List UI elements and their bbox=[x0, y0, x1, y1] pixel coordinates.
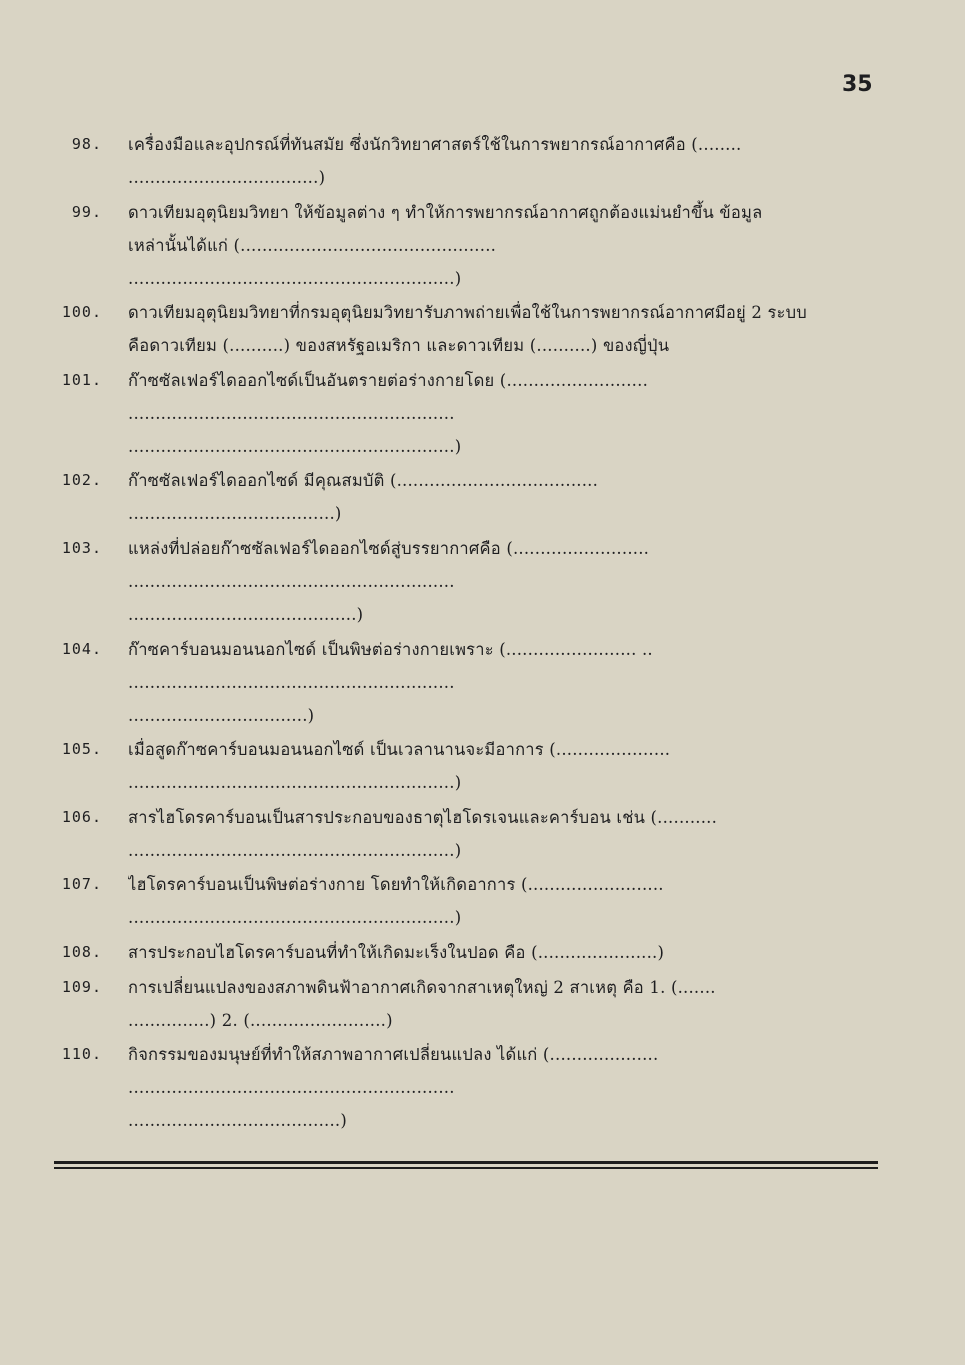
question-item bbox=[0, 464, 965, 530]
answer-blank-line: ............................................................ bbox=[128, 403, 455, 423]
answer-blank-line: ............................................................) bbox=[128, 773, 462, 793]
question-line: คือดาวเทียม (..........) ของสหรัฐอเมริกา และดาวเทียม (..........) ของญี่ปุ่น bbox=[128, 336, 670, 356]
question-number: 105. bbox=[61, 740, 102, 759]
question-number: 104. bbox=[61, 639, 102, 658]
question-item bbox=[0, 733, 965, 799]
question-number: 99. bbox=[71, 202, 102, 221]
question-number: 106. bbox=[61, 807, 102, 826]
answer-blank-line: ............................................................) bbox=[128, 268, 462, 288]
question-item bbox=[0, 296, 965, 362]
page-number: 35 bbox=[842, 72, 873, 97]
answer-blank-line: ..........................................) bbox=[128, 604, 364, 624]
question-number: 109. bbox=[61, 977, 102, 996]
question-item bbox=[0, 936, 965, 969]
question-line: ดาวเทียมอุตุนิยมวิทยาที่กรมอุตุนิยมวิทยารับภาพถ่ายเพื่อใช้ในการพยากรณ์อากาศมีอยู่ 2 ระบบ bbox=[128, 303, 807, 323]
question-line: เหล่านั้นได้แก่ (............................................... bbox=[128, 235, 497, 255]
question-number: 102. bbox=[61, 471, 102, 490]
question-line: เมื่อสูดก๊าซคาร์บอนมอนนอกไซด์ เป็นเวลานานจะมีอาการ (..................... bbox=[128, 740, 671, 760]
answer-blank-line: ............................................................) bbox=[128, 908, 462, 928]
question-number: 101. bbox=[61, 370, 102, 389]
question-line: กิจกรรมของมนุษย์ที่ทำให้สภาพอากาศเปลี่ยนแปลง ได้แก่ (.................... bbox=[128, 1045, 659, 1065]
question-number: 103. bbox=[61, 538, 102, 557]
question-line: ไฮโดรคาร์บอนเป็นพิษต่อร่างกาย โดยทำให้เกิดอาการ (......................... bbox=[128, 875, 664, 895]
answer-blank-line: ...................................) bbox=[128, 168, 326, 187]
question-line: เครื่องมือและอุปกรณ์ที่ทันสมัย ซึ่งนักวิทยาศาสตร์ใช้ในการพยากรณ์อากาศคือ (........ bbox=[128, 135, 742, 154]
question-number: 107. bbox=[61, 875, 102, 894]
question-line: ก๊าซซัลเฟอร์ไดออกไซด์เป็นอันตรายต่อร่างกายโดย (.......................... bbox=[128, 370, 649, 390]
double-rule-bottom bbox=[54, 1167, 878, 1169]
question-number: 108. bbox=[61, 942, 102, 961]
question-item bbox=[0, 868, 965, 934]
answer-blank-line: .......................................) bbox=[128, 1111, 347, 1131]
question-line: ก๊าซคาร์บอนมอนนอกไซด์ เป็นพิษต่อร่างกายเพราะ (........................ .. bbox=[128, 639, 653, 659]
answer-blank-line: ............................................................) bbox=[128, 840, 462, 860]
answer-blank-line: ............................................................ bbox=[128, 672, 455, 692]
question-item bbox=[0, 801, 965, 867]
answer-blank-line: ............................................................ bbox=[128, 1078, 455, 1098]
question-line: ก๊าซซัลเฟอร์ไดออกไซด์ มีคุณสมบัติ (..................................... bbox=[128, 471, 599, 491]
question-line: สารประกอบไฮโดรคาร์บอนที่ทำให้เกิดมะเร็งในปอด คือ (......................) bbox=[128, 942, 665, 962]
question-line: ดาวเทียมอุตุนิยมวิทยา ให้ข้อมูลต่าง ๆ ทำให้การพยากรณ์อากาศถูกต้องแม่นยำขึ้น ข้อมูล bbox=[128, 202, 763, 222]
answer-blank-line: ............................................................ bbox=[128, 571, 455, 591]
question-item bbox=[0, 633, 965, 732]
question-item bbox=[0, 128, 965, 194]
question-item bbox=[0, 532, 965, 631]
answer-blank-line: ......................................) bbox=[128, 504, 342, 524]
question-item bbox=[0, 971, 965, 1037]
question-item bbox=[0, 364, 965, 463]
question-number: 100. bbox=[61, 303, 102, 322]
answer-blank-line: ............................................................) bbox=[128, 436, 462, 456]
question-line: สารไฮโดรคาร์บอนเป็นสารประกอบของธาตุไฮโดรเจนและคาร์บอน เช่น (........... bbox=[128, 807, 718, 827]
double-rule-top bbox=[54, 1161, 878, 1164]
answer-blank-line: .................................) bbox=[128, 705, 315, 725]
question-number: 110. bbox=[61, 1045, 102, 1064]
question-number: 98. bbox=[71, 135, 102, 153]
question-item bbox=[0, 196, 965, 295]
answer-blank-line: ...............) 2. (.........................) bbox=[128, 1010, 393, 1030]
question-line: การเปลี่ยนแปลงของสภาพดินฟ้าอากาศเกิดจากสาเหตุใหญ่ 2 สาเหตุ คือ 1. (....... bbox=[128, 977, 716, 997]
question-item bbox=[0, 1038, 965, 1137]
question-list bbox=[0, 128, 965, 1139]
question-line: แหล่งที่ปล่อยก๊าซซัลเฟอร์ไดออกไซด์สู่บรรยากาศคือ (......................... bbox=[128, 538, 650, 558]
